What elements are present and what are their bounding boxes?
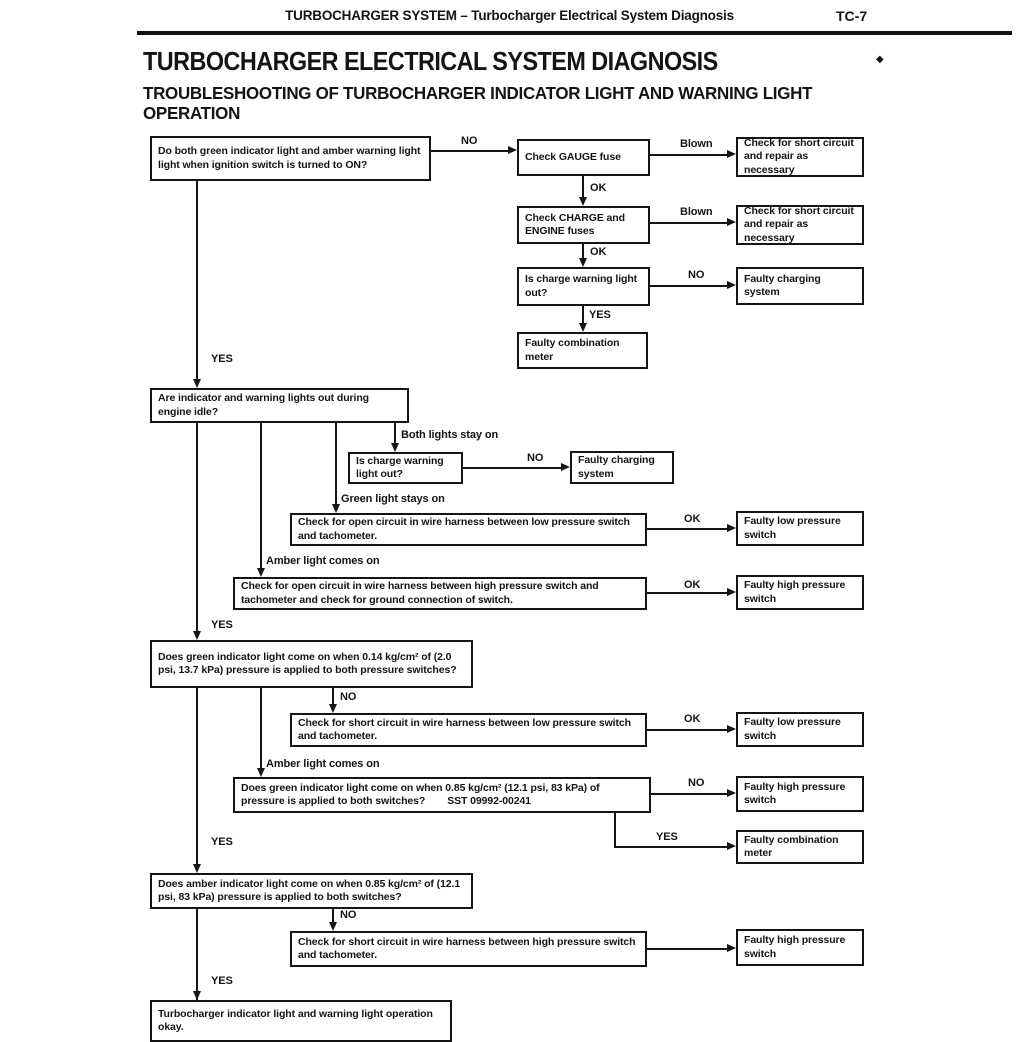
connector-line [647,528,728,530]
node-faulty-combination-2: Faulty combination meter [736,830,864,864]
page-number: TC-7 [836,8,868,24]
node-short-circuit-repair-2: Check for short circuit and repair as necessary [736,205,864,245]
connector-line [196,688,198,866]
arrowhead [193,379,201,388]
connector-line [260,423,262,570]
edge-label-no: NO [688,777,705,789]
node-short-circuit-low: Check for short circuit in wire harness between low pressure switch and tachometer. [290,713,647,747]
node-faulty-low-pressure-1: Faulty low pressure switch [736,511,864,546]
connector-line [335,423,337,506]
edge-label-amber-light: Amber light comes on [266,555,380,567]
arrowhead [727,588,736,596]
node-short-circuit-high: Check for short circuit in wire harness between high pressure switch and tachometer. [290,931,647,967]
header-section: TURBOCHARGER SYSTEM [285,8,457,23]
edge-label-yes: YES [211,353,233,365]
node-open-circuit-high: Check for open circuit in wire harness between high pressure switch and tachometer and check for ground connection of switch. [233,577,647,610]
edge-label-no: NO [340,691,357,703]
arrowhead [727,524,736,532]
arrowhead [579,323,587,332]
page-title: TURBOCHARGER ELECTRICAL SYSTEM DIAGNOSIS [143,46,718,76]
node-open-circuit-low: Check for open circuit in wire harness between low pressure switch and tachometer. [290,513,647,546]
edge-label-no: NO [340,909,357,921]
edge-label-both-lights: Both lights stay on [401,429,499,441]
header-separator: – [460,8,468,23]
edge-label-blown: Blown [680,206,713,218]
arrowhead [329,922,337,931]
edge-label-green-light: Green light stays on [341,493,445,505]
edge-label-yes: YES [589,309,611,321]
arrowhead [332,504,340,513]
arrowhead [579,258,587,267]
edge-label-no: NO [461,135,478,147]
node-question-green-085: Does green indicator light come on when 0.85 kg/cm² (12.1 psi, 83 kPa) of pressure is applied to both switches? SST 09992-00241 [233,777,651,813]
header-rule [137,31,1012,35]
arrowhead [508,146,517,154]
arrowhead [727,842,736,850]
node-question-green-014: Does green indicator light come on when 0.14 kg/cm² of (2.0 psi, 13.7 kPa) pressure is applied to both pressure switches? [150,640,473,688]
arrowhead [727,725,736,733]
connector-line [647,729,728,731]
node-faulty-combination-1: Faulty combination meter [517,332,648,369]
edge-label-ok: OK [684,713,701,725]
connector-line [196,181,198,381]
sst-number: SST 09992-00241 [447,795,531,807]
arrowhead [257,568,265,577]
arrowhead [727,281,736,289]
node-faulty-low-pressure-2: Faulty low pressure switch [736,712,864,747]
page-header [137,8,882,23]
arrowhead [727,944,736,952]
connector-line [463,467,562,469]
edge-label-yes: YES [211,836,233,848]
node-charge-warning-out-2: Is charge warning light out? [348,452,463,484]
connector-line [614,846,728,848]
arrowhead [193,864,201,873]
arrowhead [727,218,736,226]
arrowhead [257,768,265,777]
node-operation-okay: Turbocharger indicator light and warning light operation okay. [150,1000,452,1042]
node-question-lights-on: Do both green indicator light and amber warning light light when ignition switch is turned to ON? [150,136,431,181]
edge-label-no: NO [688,269,705,281]
arrowhead [193,631,201,640]
connector-line [647,948,728,950]
connector-line [614,813,616,847]
header-subsection: Turbocharger Electrical System Diagnosis [471,8,734,23]
connector-line [196,909,198,1000]
edge-label-amber-light: Amber light comes on [266,758,380,770]
section-marker-icon: ◆ [876,54,884,65]
node-faulty-charging-1: Faulty charging system [736,267,864,305]
node-check-charge-engine-fuses: Check CHARGE and ENGINE fuses [517,206,650,244]
node-faulty-high-pressure-3: Faulty high pressure switch [736,929,864,966]
arrowhead [329,704,337,713]
arrowhead [727,789,736,797]
node-question-amber-085: Does amber indicator light come on when 0.85 kg/cm² of (12.1 psi, 83 kPa) pressure is applied to both switches? [150,873,473,909]
edge-label-blown: Blown [680,138,713,150]
connector-line [394,423,396,445]
node-faulty-charging-2: Faulty charging system [570,451,674,484]
edge-label-no: NO [527,452,544,464]
edge-label-ok: OK [684,513,701,525]
edge-label-yes: YES [211,975,233,987]
edge-label-ok: OK [684,579,701,591]
connector-line [582,176,584,199]
connector-line [431,150,508,152]
arrowhead [561,463,570,471]
page-subtitle: TROUBLESHOOTING OF TURBOCHARGER INDICATOR LIGHT AND WARNING LIGHT OPERATION [143,83,813,123]
node-short-circuit-repair-1: Check for short circuit and repair as necessary [736,137,864,177]
arrowhead [727,150,736,158]
edge-label-yes: YES [656,831,678,843]
node-faulty-high-pressure-2: Faulty high pressure switch [736,776,864,812]
connector-line [650,222,728,224]
edge-label-ok: OK [590,246,607,258]
edge-label-yes: YES [211,619,233,631]
arrowhead [579,197,587,206]
connector-line [647,592,728,594]
edge-label-ok: OK [590,182,607,194]
connector-line [651,793,728,795]
connector-line [650,285,728,287]
node-question-lights-out-idle: Are indicator and warning lights out during engine idle? [150,388,409,423]
arrowhead [193,991,201,1000]
connector-line [196,423,198,633]
connector-line [260,688,262,770]
arrowhead [391,443,399,452]
node-charge-warning-out-1: Is charge warning light out? [517,267,650,306]
node-check-gauge-fuse: Check GAUGE fuse [517,139,650,176]
node-faulty-high-pressure-1: Faulty high pressure switch [736,575,864,610]
connector-line [650,154,728,156]
